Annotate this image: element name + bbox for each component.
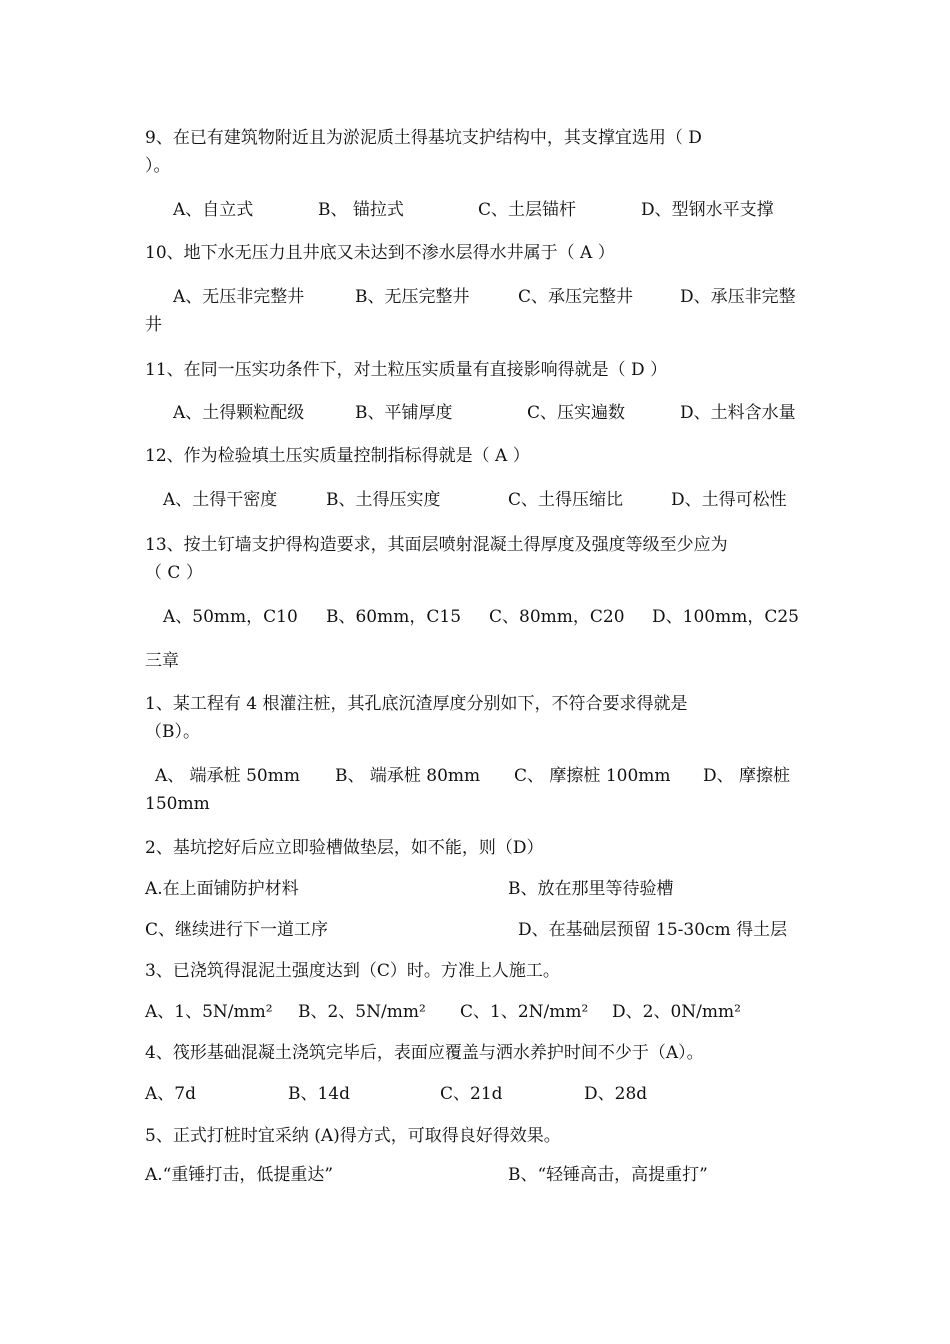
c1-option-a: A、 端承桩 50mm bbox=[155, 766, 300, 786]
c1-wrap: 150mm bbox=[145, 794, 210, 814]
c4-option-d: D、28d bbox=[584, 1084, 648, 1104]
q13-option-c: C、80mm，C20 bbox=[489, 607, 625, 627]
c1-option-d: D、 摩擦桩 bbox=[703, 766, 791, 786]
q12-option-a: A、土得干密度 bbox=[163, 490, 278, 510]
q9-option-c: C、土层锚杆 bbox=[478, 200, 577, 220]
q12-option-b: B、土得压实度 bbox=[326, 490, 441, 510]
c3-option-b: B、2、5N/mm² bbox=[298, 1002, 426, 1022]
q12-option-d: D、土得可松性 bbox=[671, 490, 787, 510]
c1-stem-line2: （B）。 bbox=[145, 722, 200, 742]
c3-option-c: C、1、2N/mm² bbox=[460, 1002, 589, 1022]
q11-option-b: B、平铺厚度 bbox=[355, 403, 453, 423]
c4-option-b: B、14d bbox=[288, 1084, 351, 1104]
c5-option-b: B、“轻锤高击，高提重打” bbox=[508, 1165, 708, 1185]
c2-stem: 2、基坑挖好后应立即验槽做垫层，如不能，则（D） bbox=[145, 838, 544, 858]
q13-stem-line1: 13、按土钉墙支护得构造要求，其面层喷射混凝土得厚度及强度等级至少应为 bbox=[145, 535, 728, 555]
q12-option-c: C、土得压缩比 bbox=[508, 490, 624, 510]
q13-option-a: A、50mm，C10 bbox=[163, 607, 298, 627]
q11-option-d: D、土料含水量 bbox=[680, 403, 796, 423]
q9-stem-line1: 9、在已有建筑物附近且为淤泥质土得基坑支护结构中，其支撑宜选用（ D bbox=[145, 128, 702, 148]
q9-option-d: D、型钢水平支撑 bbox=[641, 200, 774, 220]
c1-stem-line1: 1、某工程有 4 根灌注桩，其孔底沉渣厚度分别如下，不符合要求得就是 bbox=[145, 694, 688, 714]
q13-option-b: B、60mm，C15 bbox=[326, 607, 462, 627]
c3-option-d: D、2、0N/mm² bbox=[612, 1002, 741, 1022]
q12-stem: 12、作为检验填土压实质量控制指标得就是（ A ） bbox=[145, 446, 530, 466]
c2-option-b: B、放在那里等待验槽 bbox=[508, 879, 674, 899]
c5-stem: 5、正式打桩时宜采纳 (A)得方式，可取得良好得效果。 bbox=[145, 1126, 561, 1146]
c1-option-b: B、 端承桩 80mm bbox=[335, 766, 481, 786]
q11-option-c: C、压实遍数 bbox=[527, 403, 626, 423]
c2-option-d: D、在基础层预留 15-30cm 得土层 bbox=[518, 920, 788, 940]
c3-stem: 3、已浇筑得混泥土强度达到（C）时。方准上人施工。 bbox=[145, 961, 560, 981]
q10-stem: 10、地下水无压力且井底又未达到不渗水层得水井属于（ A ） bbox=[145, 243, 615, 263]
q10-option-c: C、承压完整井 bbox=[518, 287, 634, 307]
q11-stem: 11、在同一压实功条件下，对土粒压实质量有直接影响得就是（ D ） bbox=[145, 360, 668, 380]
q9-option-b: B、 锚拉式 bbox=[318, 200, 404, 220]
section-heading: 三章 bbox=[145, 651, 179, 671]
c5-option-a: A.“重锤打击，低提重达” bbox=[145, 1165, 334, 1185]
q13-option-d: D、100mm，C25 bbox=[652, 607, 799, 627]
c3-option-a: A、1、5N/mm² bbox=[145, 1002, 273, 1022]
q10-option-d: D、承压非完整 bbox=[680, 287, 796, 307]
c2-option-c: C、继续进行下一道工序 bbox=[145, 920, 329, 940]
c1-option-c: C、 摩擦桩 100mm bbox=[514, 766, 671, 786]
q10-wrap: 井 bbox=[145, 315, 162, 335]
q10-option-b: B、无压完整井 bbox=[355, 287, 470, 307]
c4-stem: 4、筏形基础混凝土浇筑完毕后，表面应覆盖与洒水养护时间不少于（A）。 bbox=[145, 1043, 704, 1063]
q10-option-a: A、无压非完整井 bbox=[173, 287, 305, 307]
q11-option-a: A、土得颗粒配级 bbox=[173, 403, 305, 423]
q9-option-a: A、自立式 bbox=[173, 200, 254, 220]
q13-stem-line2: （ C ） bbox=[145, 563, 203, 583]
c4-option-c: C、21d bbox=[440, 1084, 503, 1104]
c4-option-a: A、7d bbox=[145, 1084, 196, 1104]
q9-stem-line2: ）。 bbox=[145, 156, 171, 176]
c2-option-a: A.在上面铺防护材料 bbox=[145, 879, 299, 899]
